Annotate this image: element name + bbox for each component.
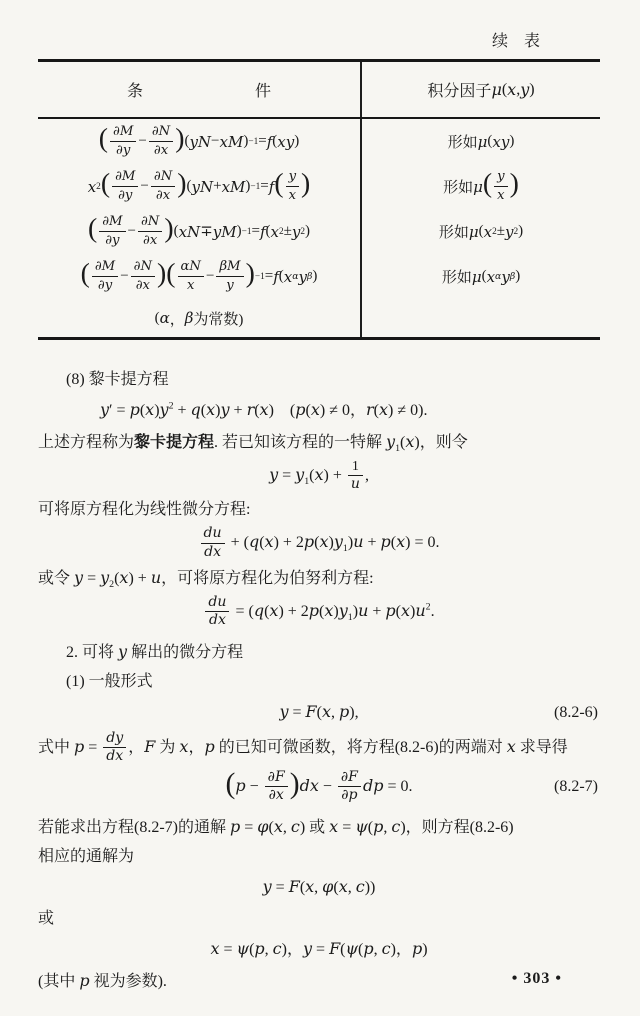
integrating-factor-table <box>38 59 600 340</box>
text-line: 或 <box>38 909 55 927</box>
table-row <box>38 209 600 254</box>
integrating-factor: 形如 μ ( x 2 ± y 2 ) <box>360 209 600 254</box>
equation: $\frac{du}{dx}$ = $(q(x) + 2p(x)y_1)u + p(x)u^2$. <box>38 594 600 630</box>
equation: x = ψ(p, c)，y = F(ψ(p, c)，p) <box>210 938 428 958</box>
constants-note: ( α ， β 为常数) <box>154 309 244 328</box>
empty-cell <box>360 299 600 337</box>
equation-number: (8.2-7) <box>554 777 598 795</box>
text-line: 上述方程称为黎卡提方程. 若已知该方程的一特解 $y_1(x)$，则令 <box>38 432 468 455</box>
table-note-row <box>38 299 600 337</box>
page-number: • 303 • <box>511 970 562 987</box>
text-line: (1) 一般形式 <box>66 673 153 691</box>
equation: y = F(x, φ(x, c)) <box>262 876 376 896</box>
equation: $y = y_1(x)$ + $\frac{1}{u}$ , <box>269 458 369 493</box>
text-line: (8) 黎卡提方程 <box>66 371 169 388</box>
condition-header-char-2: 件 <box>255 83 272 100</box>
equation: y = F(x, p), (8.2-6) <box>38 697 600 728</box>
equation: (p − $\frac{\partial F}{\partial x}$ )dx − $\frac{\partial F}{\partial p}$ dp = 0. (8.2-7) <box>225 767 598 803</box>
table-row <box>38 119 600 164</box>
condition-column-header <box>38 78 360 101</box>
text-line: 式中 p = $\frac{dy}{dx}$ ，F 为 x，p 的已知可微函数，将方程(8.2-6)的两端对 x 求导得 <box>38 730 568 765</box>
equation-number: (8.2-6) <box>554 703 598 721</box>
condition-formula: ( ∂M ∂y − ∂N ∂x ) ( αN x − βM y ) −1 = f ( x α y β ) <box>80 258 318 293</box>
continued-table-label: 续 表 <box>491 33 546 50</box>
equation: $\frac{du}{dx}$ + $(q(x) + 2p(x)y_1)u + p(x) = 0$. <box>38 525 600 561</box>
table-header-row <box>38 62 600 119</box>
book-page <box>0 28 640 1016</box>
table-row <box>38 254 600 299</box>
integrating-factor: 形如 μ ( y x ) <box>360 164 600 209</box>
integrating-factor: 形如 μ ( x α y β ) <box>360 254 600 299</box>
text-line: 相应的通解为 <box>38 847 135 865</box>
integrating-factor: 形如 μ ( xy ) <box>360 119 600 164</box>
table-body <box>38 119 600 299</box>
text-line: 或令 $y = y_2(x) + u$，可将原方程化为伯努利方程: <box>38 567 374 590</box>
equation: $y' = p(x)y^2 + q(x)y + r(x)$ (p(x) ≠ 0，r(x) ≠ 0). <box>100 400 428 419</box>
condition-header-char-1: 条 <box>126 83 143 100</box>
text-line: 可将原方程化为线性微分方程: <box>38 501 251 519</box>
condition-formula: ( ∂M ∂y − ∂N ∂x ) ( yN − xM ) −1 = f ( xy ) <box>98 123 300 158</box>
condition-formula: x 2 ( ∂M ∂y − ∂N ∂x ) ( yN + xM ) −1 = f ( y x ) <box>87 168 311 203</box>
body-text <box>38 366 600 995</box>
condition-formula: ( ∂M ∂y − ∂N ∂x ) ( xN ∓ yM ) −1 = f ( x 2 ± y 2 ) <box>87 213 311 248</box>
text-line: (其中 p 视为参数). <box>38 970 167 990</box>
text-line: 2. 可将 y 解出的微分方程 <box>66 642 244 662</box>
text-line: 若能求出方程(8.2-7)的通解 p = φ(x, c) 或 x = ψ(p, c)，则方程(8.2-6) <box>38 816 514 836</box>
factor-column-header: 积分因子 μ ( x , y ) <box>360 62 600 117</box>
table-row <box>38 164 600 209</box>
